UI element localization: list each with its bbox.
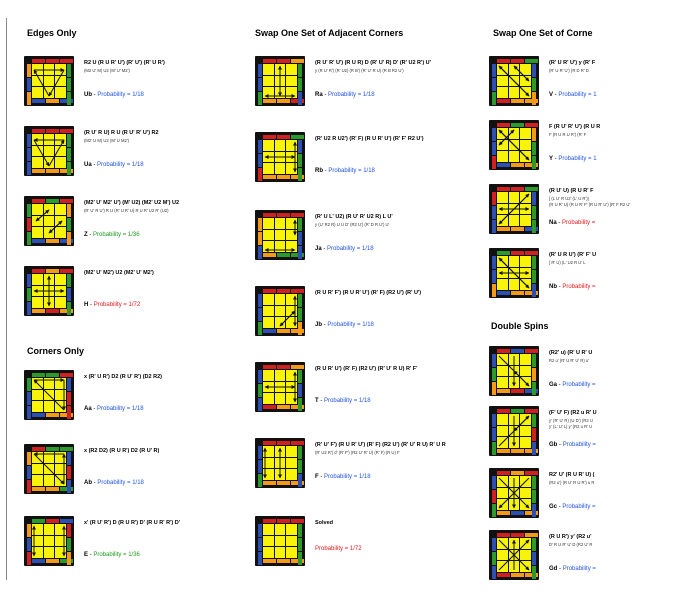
probability: Probability =: [562, 442, 596, 448]
case-label: E: [84, 552, 89, 558]
algorithm-f: (R' U' F') (R U R' U') (R' F) (R2 U') (R' U' R U) R' U R: [315, 442, 446, 448]
left-margin-line: [6, 18, 7, 580]
probability: Probability = 1/18: [327, 322, 374, 328]
separator: -: [91, 162, 98, 168]
case-label: Z: [84, 232, 88, 238]
case-label: Y: [549, 156, 554, 162]
algorithm-gd: (R U R') y' (R2 u': [549, 534, 592, 540]
arrow-aa-2: [34, 380, 64, 410]
pll-case-gd: [489, 530, 679, 590]
pll-case-e: [24, 516, 214, 576]
case-name-rb: [315, 168, 375, 174]
case-label: Gd: [549, 566, 558, 572]
pll-case-ja: [255, 210, 445, 270]
alt-algorithm-z: (R' U' R U') R U (R' U R' U) R U R' U2 R' (U2): [84, 208, 169, 213]
case-label: Gc: [549, 504, 558, 510]
algorithm-rb: (R' U2 R U2') (R' F) (R U R' U') (R' F' R2 U'): [315, 136, 424, 142]
case-label: Ra: [315, 92, 323, 98]
separator: -: [92, 92, 98, 98]
case-label: V: [549, 92, 554, 98]
arrow-v-3: [514, 66, 529, 81]
alt-algorithm-na: [ (L U' R U2' (L' U R')): [549, 196, 590, 201]
case-label: Rb: [315, 168, 323, 174]
separator: -: [553, 156, 559, 162]
case-label: Aa: [84, 406, 92, 412]
cube-diagram-rb: [255, 132, 305, 182]
arrow-v-1: [499, 66, 529, 96]
cube-diagram-ga: [489, 346, 539, 396]
arrow-ua-1: [49, 140, 64, 166]
case-label: Ja: [315, 246, 322, 252]
section-title-swap-adjacent: Swap One Set of Adjacent Corners: [255, 28, 404, 38]
algorithm-gc: R2' U' (R U R' U) (: [549, 472, 595, 478]
probability: Probability =: [562, 566, 596, 572]
arrow-ab-0: [34, 454, 64, 484]
case-label: Ab: [84, 480, 92, 486]
arrow-z-1: [36, 210, 49, 221]
cube-diagram-gb: [489, 406, 539, 456]
separator: -: [87, 232, 94, 238]
algorithm-ua: (R U' R U) R U (R U' R' U') R2: [84, 130, 159, 136]
pll-case-t: [255, 362, 445, 422]
arrow-gb-1: [514, 416, 529, 431]
cube-diagram-na: [489, 184, 539, 234]
alt-algorithm-2-na: (R U R' U) (R U R' F' (R U R' U') (R' F R2 U': [549, 202, 631, 207]
case-name-f: [315, 474, 371, 480]
case-label: Ub: [84, 92, 92, 98]
pll-case-ab: [24, 444, 214, 504]
arrow-ga-1: [514, 371, 529, 386]
pll-case-ub: [24, 56, 214, 116]
separator: -: [88, 302, 94, 308]
case-label: Jb: [315, 322, 323, 328]
alt-algorithm-y: F (R U R U R') (R' F: [549, 132, 587, 137]
case-label: Gb: [549, 442, 558, 448]
separator: -: [557, 504, 563, 510]
probability: Probability = 1/18: [328, 168, 375, 174]
cube-diagram-v: [489, 56, 539, 106]
pll-case-solved: [255, 516, 445, 576]
case-name-z: [84, 232, 140, 238]
cube-diagram-gc: [489, 468, 539, 518]
alt-algorithm-ua: (M2' U M) U2 (M' U M2'): [84, 138, 129, 143]
probability: Probability = 1/72: [93, 302, 141, 308]
case-label: T: [315, 398, 319, 404]
pll-case-f: [255, 438, 445, 498]
probability: Probability =: [562, 382, 596, 388]
section-title-edges-only: Edges Only: [27, 28, 77, 38]
algorithm-t: (R U R' U') (R' F) (R2 U') (R' U' R U) R' F': [315, 366, 418, 372]
cube-diagram-aa: [24, 370, 74, 420]
algorithm-e: x' (R U' R') D (R U R') D' (R U R' R') D': [84, 520, 181, 526]
pll-case-na: [489, 184, 679, 244]
arrow-y-1: [499, 130, 529, 160]
pll-case-h: [24, 266, 214, 326]
algorithm-z: (M2' U' M2' U') (M' U2) (M2' U2 M') U2: [84, 200, 180, 206]
arrow-ub-2: [34, 70, 49, 96]
cube-diagram-ab: [24, 444, 74, 494]
alt-algorithm-gb: y' (R' U' R) (U D') (R2 U: [549, 418, 593, 423]
alt-algorithm-v: (R' U R' U') (R D R' D: [549, 68, 589, 73]
algorithm-v: (R' U R' U') y (R' F: [549, 60, 596, 66]
probability: Probability = 1/18: [97, 92, 144, 98]
cube-diagram-z: [24, 196, 74, 246]
case-name-t: [315, 398, 371, 404]
pll-case-z: [24, 196, 214, 256]
case-name-ra: [315, 92, 375, 98]
algorithm-ra: (R U' R' U') (R U R) D (R' U' R) D' (R' U2 R') U': [315, 60, 431, 66]
alt-algorithm-f: (R' U2 R') d' (R' F') (R2 U' R' U) (R' F) (R U) F: [315, 450, 400, 455]
separator: -: [323, 168, 329, 174]
case-label: F: [315, 474, 319, 480]
probability: Probability =: [562, 504, 596, 510]
arrow-jb-3: [280, 311, 295, 326]
case-name-gd: [549, 566, 596, 572]
cube-diagram-f: [255, 438, 305, 488]
algorithm-jb: (R U R' F') (R U R' U') (R' F) (R2 U') (R' U'): [315, 290, 422, 296]
case-name-na: [549, 220, 595, 226]
separator: -: [557, 442, 563, 448]
probability: Probability =: [562, 284, 596, 290]
algorithm-nb: (R' U R U') (R' F' U: [549, 252, 597, 258]
pll-case-rb: [255, 132, 445, 192]
case-label: Ua: [84, 162, 92, 168]
alt-algorithm-gc: (R2 u') (R U' R U R') u R: [549, 480, 595, 485]
case-name-v: [549, 92, 597, 98]
probability: Probability = 1: [558, 156, 597, 162]
case-name-ub: [84, 92, 144, 98]
alt-algorithm-nb: [ R' U) (L' U2 R U' L: [549, 260, 586, 265]
pll-case-ua: [24, 126, 214, 186]
pll-case-aa: [24, 370, 214, 430]
cube-diagram-t: [255, 362, 305, 412]
cube-diagram-y: [489, 120, 539, 170]
probability: Probability = 1: [558, 92, 597, 98]
separator: -: [318, 398, 325, 404]
case-name-ab: [84, 480, 144, 486]
algorithm-na: (R U' U) (R U R' F: [549, 188, 594, 194]
separator: -: [321, 246, 328, 252]
algorithm-h: (M2' U' M2') U2 (M2' U' M2'): [84, 270, 154, 276]
case-name-e: [84, 552, 140, 558]
cube-diagram-h: [24, 266, 74, 316]
section-title-double-spins: Double Spins: [491, 321, 549, 331]
case-name-h: [84, 302, 140, 308]
probability: Probability = 1/18: [97, 162, 144, 168]
algorithm-ub: R2 U (R U R' U') (R' U') (R' U R'): [84, 60, 165, 66]
algorithm-aa: x (R' U R') D2 (R U' R') (D2 R2): [84, 374, 162, 380]
separator: -: [92, 480, 98, 486]
case-name-ua: [84, 162, 144, 168]
probability: Probability = 1/18: [97, 406, 144, 412]
algorithm-solved: Solved: [315, 520, 334, 526]
cube-diagram-ub: [24, 56, 74, 106]
separator: -: [318, 474, 325, 480]
separator: -: [88, 552, 94, 558]
cube-diagram-ua: [24, 126, 74, 176]
pll-case-nb: [489, 248, 679, 308]
separator: -: [91, 406, 98, 412]
algorithm-ab: x (R2 D2) (R U R') D2 (R U' R): [84, 448, 160, 454]
separator: -: [553, 92, 559, 98]
arrow-ua-0: [34, 140, 49, 166]
probability: Probability = 1/18: [324, 398, 371, 404]
pll-case-gc: [489, 468, 679, 528]
pll-case-jb: [255, 286, 445, 346]
case-label: Nb: [549, 284, 557, 290]
case-name-ja: [315, 246, 374, 252]
case-name-y: [549, 156, 597, 162]
algorithm-ga: (R2' u) (R' U R' U: [549, 350, 593, 356]
alt-algorithm-ga: R2 u' (R' U R' U' R) u': [549, 358, 590, 363]
separator: -: [322, 92, 329, 98]
alt-algorithm-ra: y (R U' R') (R' U2) (R B') (R' U' R U) (R B R2 U'): [315, 68, 404, 73]
case-name-gc: [549, 504, 596, 510]
separator: -: [322, 322, 328, 328]
case-name-gb: [549, 442, 596, 448]
pll-case-v: [489, 56, 679, 116]
pll-case-ga: [489, 346, 679, 406]
probability: Probability = 1/72: [315, 546, 362, 552]
alt-algorithm-gd: D' R U R' U' D (R2 U' R: [549, 542, 593, 547]
arrow-z-3: [49, 221, 62, 233]
pll-case-ra: [255, 56, 445, 116]
section-title-corners-only: Corners Only: [27, 346, 85, 356]
case-name-ga: [549, 382, 596, 388]
algorithm-gb: (F' U' F) (R2 u R' U: [549, 410, 597, 416]
case-label: Na: [549, 220, 557, 226]
cube-diagram-ra: [255, 56, 305, 106]
probability: Probability =: [562, 220, 596, 226]
algorithm-y: F (R U' R' U') (R U R: [549, 124, 601, 130]
separator: -: [557, 284, 563, 290]
probability: Probability = 1/18: [97, 480, 144, 486]
separator: -: [556, 220, 563, 226]
pll-case-y: [489, 120, 679, 180]
algorithm-ja: (R' U L' U2) (R U' R' U2 R) L U': [315, 214, 393, 220]
cube-diagram-solved: [255, 516, 305, 566]
pll-case-gb: [489, 406, 679, 466]
cube-diagram-jb: [255, 286, 305, 336]
separator: -: [557, 382, 563, 388]
arrow-ub-1: [49, 70, 64, 96]
case-name-jb: [315, 322, 374, 328]
alt-algorithm-ja: y (U' R2 R) U U D' (R2 U') (R' D R U') U': [315, 222, 390, 227]
alt-algorithm-2-gb: y' (L' U' L) y' (R2 u R' U: [549, 424, 593, 429]
cube-diagram-gd: [489, 530, 539, 580]
case-name-solved: [315, 546, 362, 552]
separator: -: [557, 566, 563, 572]
probability: Probability = 1/36: [93, 232, 140, 238]
case-name-aa: [84, 406, 144, 412]
probability: Probability = 1/18: [327, 246, 374, 252]
cube-diagram-e: [24, 516, 74, 566]
section-title-swap-diagonal: Swap One Set of Corne: [493, 28, 593, 38]
cube-diagram-nb: [489, 248, 539, 298]
case-name-nb: [549, 284, 596, 290]
case-label: H: [84, 302, 89, 308]
probability: Probability = 1/18: [324, 474, 371, 480]
probability: Probability = 1/36: [93, 552, 140, 558]
probability: Probability = 1/18: [328, 92, 375, 98]
cube-diagram-ja: [255, 210, 305, 260]
alt-algorithm-ub: (M2 U' M) U2 (M' U' M2'): [84, 68, 130, 73]
case-label: Ga: [549, 382, 558, 388]
